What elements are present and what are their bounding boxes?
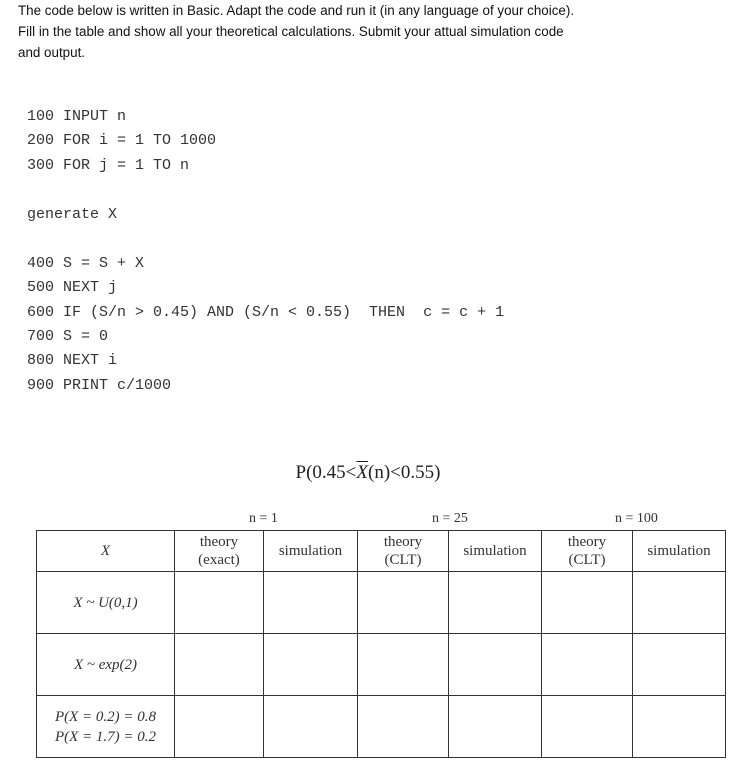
row-label-line: P(X = 1.7) = 0.2 xyxy=(54,728,157,745)
code-line-400: 400 S = S + X xyxy=(27,255,145,272)
instructions xyxy=(18,0,658,63)
n-label-100: n = 100 xyxy=(615,511,658,526)
code-line-500: 500 NEXT j xyxy=(27,279,118,296)
table-cell[interactable] xyxy=(358,572,449,634)
formula-xbar: $\overline{X}$ xyxy=(356,462,368,483)
table-cell[interactable] xyxy=(264,696,358,758)
table-cell[interactable] xyxy=(175,696,264,758)
table-cell[interactable] xyxy=(633,572,726,634)
code-line-900: 900 PRINT c/1000 xyxy=(27,377,172,394)
table-cell[interactable] xyxy=(542,572,633,634)
table-cell[interactable] xyxy=(449,696,542,758)
table-cell[interactable] xyxy=(264,634,358,696)
row-label-exponential xyxy=(37,634,175,696)
instruction-line-2: Fill in the table and show all your theoretical calculations. Submit your attual simulation code xyxy=(18,24,564,39)
table-row xyxy=(37,634,726,696)
instruction-line-3: and output. xyxy=(18,45,86,60)
table-cell[interactable] xyxy=(449,634,542,696)
header-x: X xyxy=(37,531,175,572)
row-label-text: X ~ exp(2) xyxy=(73,656,138,673)
row-label-text: X ~ U(0,1) xyxy=(73,594,138,611)
header-simulation-n1 xyxy=(264,531,358,572)
table-cell[interactable] xyxy=(633,634,726,696)
probability-formula xyxy=(0,462,736,484)
code-line-200: 200 FOR i = 1 TO 1000 xyxy=(27,132,217,149)
header-simulation-n100 xyxy=(633,531,726,572)
header-subtext: (CLT) xyxy=(568,552,606,568)
header-simulation-n25 xyxy=(449,531,542,572)
instruction-line-1: The code below is written in Basic. Adapt the code and run it (in any language of your choice). xyxy=(18,3,575,18)
table-cell[interactable] xyxy=(449,572,542,634)
table-cell[interactable] xyxy=(175,572,264,634)
header-text: theory xyxy=(199,534,239,550)
table-cell[interactable] xyxy=(264,572,358,634)
header-text: simulation xyxy=(647,543,711,559)
header-text: simulation xyxy=(463,543,527,559)
row-label-text-block xyxy=(55,707,156,747)
formula-prefix: P(0.45< xyxy=(295,462,357,483)
header-theory-clt-n25 xyxy=(358,531,449,572)
header-text: theory xyxy=(383,534,423,550)
n-label-25: n = 25 xyxy=(432,511,468,526)
formula-suffix: (n)<0.55) xyxy=(368,462,441,483)
table-header-row xyxy=(37,531,726,572)
row-label-discrete xyxy=(37,696,175,758)
table-cell[interactable] xyxy=(358,696,449,758)
code-generate-line: generate X xyxy=(27,206,118,223)
header-subtext: (CLT) xyxy=(384,552,422,568)
header-theory-exact xyxy=(175,531,264,572)
table-row xyxy=(37,572,726,634)
results-table xyxy=(36,530,726,758)
header-text: theory xyxy=(567,534,607,550)
code-line-600: 600 IF (S/n > 0.45) AND (S/n < 0.55) THEN c = c + 1 xyxy=(27,304,505,321)
header-theory-clt-n100 xyxy=(542,531,633,572)
table-cell[interactable] xyxy=(175,634,264,696)
header-text: simulation xyxy=(278,543,343,559)
header-subtext: (exact) xyxy=(198,552,240,568)
table-cell[interactable] xyxy=(542,634,633,696)
row-label-uniform xyxy=(37,572,175,634)
code-line-100: 100 INPUT n xyxy=(27,108,127,125)
n-label-1: n = 1 xyxy=(249,511,278,526)
code-line-300: 300 FOR j = 1 TO n xyxy=(27,157,190,174)
table-cell[interactable] xyxy=(542,696,633,758)
code-line-700: 700 S = 0 xyxy=(27,328,109,345)
table-cell[interactable] xyxy=(358,634,449,696)
table-row xyxy=(37,696,726,758)
row-label-line: P(X = 0.2) = 0.8 xyxy=(54,708,157,725)
table-cell[interactable] xyxy=(633,696,726,758)
code-line-800: 800 NEXT i xyxy=(27,352,118,369)
